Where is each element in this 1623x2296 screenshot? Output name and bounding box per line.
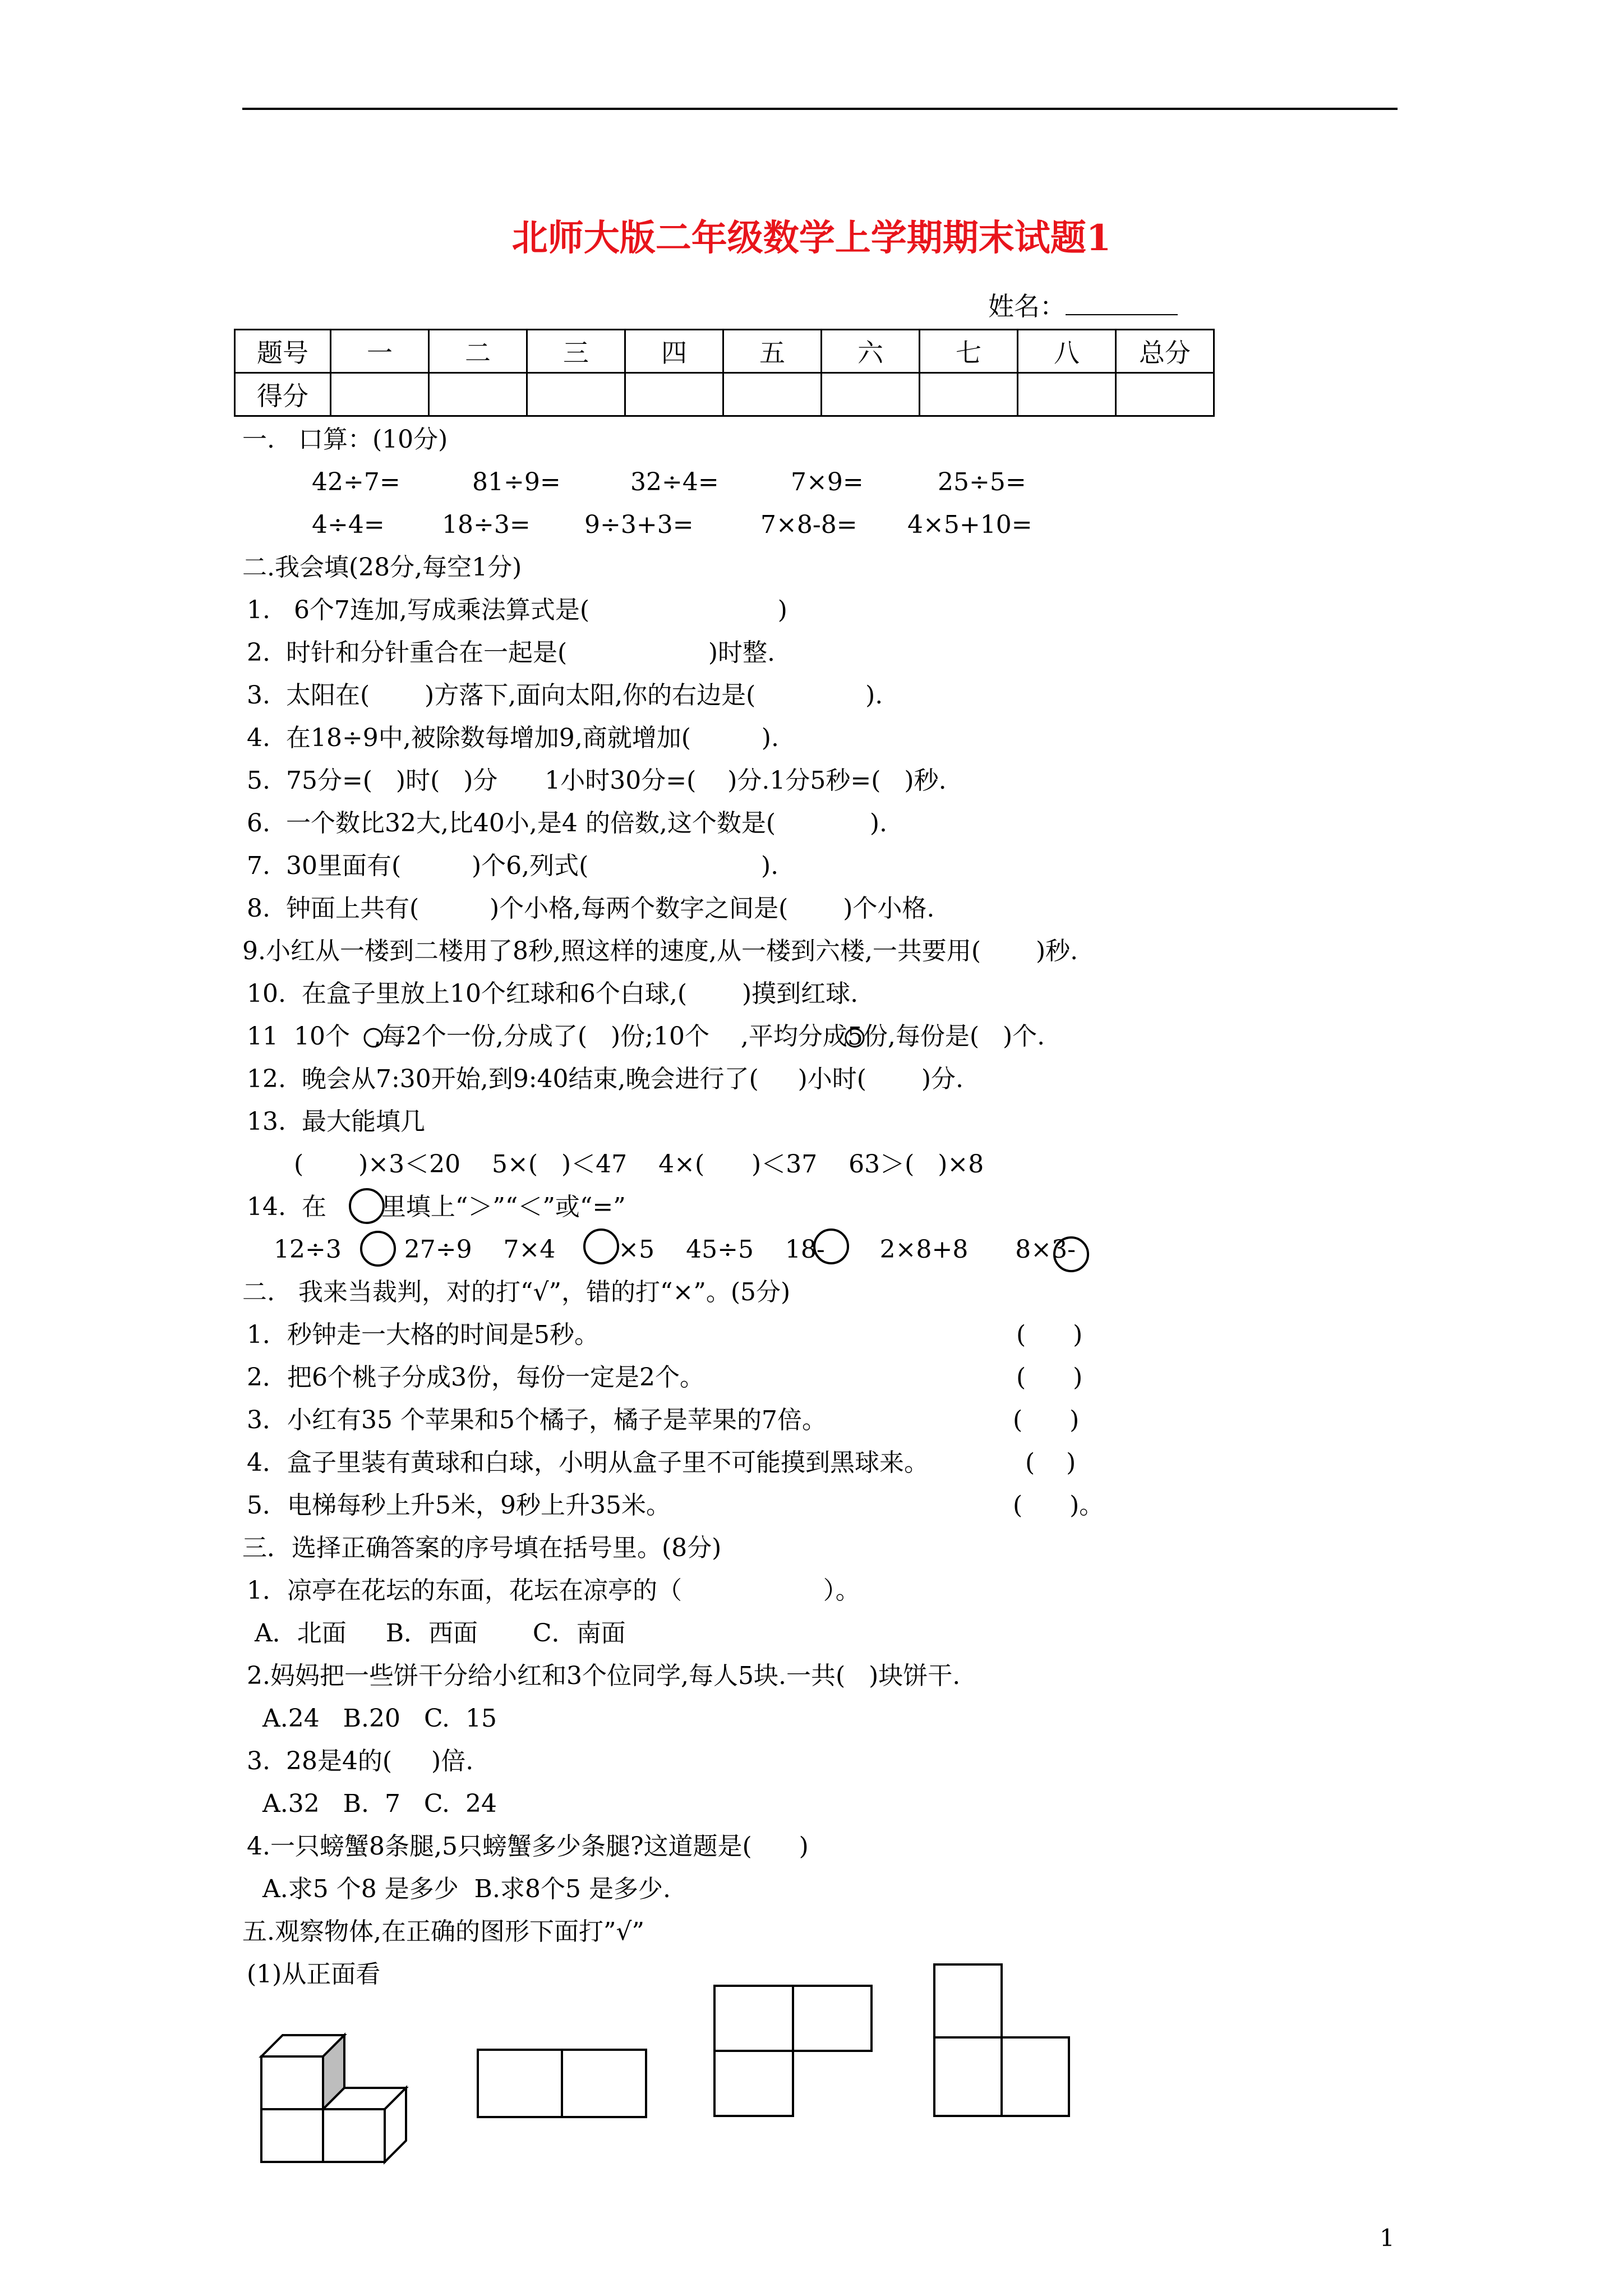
name-label: 姓名： xyxy=(988,291,1066,321)
fill-item: 11 10个 ,每2个一份,分成了( )份;10个 ,平均分成5份,每份是( )个. xyxy=(247,1022,1045,1051)
score-header-cell: 总分 xyxy=(1116,330,1214,373)
view-option-b[interactable] xyxy=(714,1986,872,2116)
fill-item: 2. 时针和分针重合在一起是( )时整. xyxy=(247,638,776,667)
fill-item: 10. 在盒子里放上10个红球和6个白球,( )摸到红球. xyxy=(247,979,859,1008)
choice-options: A.24 B.20 C. 15 xyxy=(247,1704,497,1733)
judge-mark[interactable]: ( ) xyxy=(1016,1320,1083,1349)
section2-heading: 二.我会填(28分,每空1分) xyxy=(242,553,522,582)
section1-heading: 一. 口算：(10分) xyxy=(242,425,448,454)
score-header-cell: 八 xyxy=(1018,330,1116,373)
judge-mark[interactable]: ( ) xyxy=(1025,1448,1076,1477)
choice-item: 3. 28是4的( )倍. xyxy=(247,1747,474,1775)
score-header-cell: 七 xyxy=(920,330,1018,373)
score-header-cell: 题号 xyxy=(235,330,331,373)
judge-item: 2．把6个桃子分成3份，每份一定是2个。 xyxy=(247,1363,704,1392)
calc-item: 7×9= xyxy=(791,468,864,496)
judge-mark[interactable]: ( ) xyxy=(1013,1406,1080,1434)
fill-item: 1. 6个7连加,写成乘法算式是( ) xyxy=(247,596,787,624)
score-header-cell: 二 xyxy=(429,330,527,373)
fill-item: 5. 75分=( )时( )分 1小时30分=( )分.1分5秒=( )秒. xyxy=(247,766,947,795)
fill-item: 12. 晚会从7:30开始,到9:40结束,晚会进行了( )小时( )分. xyxy=(247,1065,964,1093)
score-header-cell: 一 xyxy=(331,330,429,373)
section5-subheading: (1)从正面看 xyxy=(247,1960,381,1989)
judge-mark[interactable]: ( )。 xyxy=(1013,1491,1104,1520)
fill-item: 7. 30里面有( )个6,列式( ). xyxy=(247,852,779,880)
judge-item: 3．小红有35 个苹果和5个橘子，橘子是苹果的7倍。 xyxy=(247,1406,827,1434)
fill-item: ( )×3＜20 5×( )＜47 4×( )＜37 63＞( )×8 xyxy=(294,1150,984,1179)
section4-heading: 三．选择正确答案的序号填在括号里。(8分) xyxy=(242,1534,722,1562)
fill-item: 14. 在 里填上“＞”“＜”或“=” xyxy=(247,1193,626,1221)
calc-item: 4÷4= xyxy=(312,510,385,539)
calc-item: 4×5+10= xyxy=(907,510,1032,539)
judge-item: 5．电梯每秒上升5米，9秒上升35米。 xyxy=(247,1491,671,1520)
section5-heading: 五.观察物体,在正确的图形下面打”√” xyxy=(242,1917,644,1946)
fill-item: 13. 最大能填几 xyxy=(247,1107,425,1136)
choice-item: 4.一只螃蟹8条腿,5只螃蟹多少条腿?这道题是( ) xyxy=(247,1832,809,1861)
section3-heading: 二. 我来当裁判，对的打“√”，错的打“×”。(5分) xyxy=(242,1278,791,1306)
judge-item: 1．秒钟走一大格的时间是5秒。 xyxy=(247,1320,599,1349)
fill-item: 3. 太阳在( )方落下,面向太阳,你的右边是( ). xyxy=(247,681,883,710)
choice-options: A．北面 B．西面 C．南面 xyxy=(247,1619,626,1648)
score-header-cell: 三 xyxy=(527,330,625,373)
calc-item: 18÷3= xyxy=(442,510,531,539)
page-number: 1 xyxy=(1380,2224,1395,2252)
score-header-cell: 四 xyxy=(625,330,723,373)
choice-item: 1．凉亭在花坛的东面，花坛在凉亭的（ ）。 xyxy=(247,1576,860,1605)
choice-options: A.32 B. 7 C. 24 xyxy=(247,1789,497,1818)
calc-item: 81÷9= xyxy=(472,468,561,496)
score-header-cell: 六 xyxy=(822,330,920,373)
fill-item: 4. 在18÷9中,被除数每增加9,商就增加( ). xyxy=(247,724,779,752)
calc-item: 9÷3+3= xyxy=(584,510,694,539)
judge-item: 4．盒子里装有黄球和白球，小明从盒子里不可能摸到黑球来。 xyxy=(247,1448,929,1477)
calc-item: 42÷7= xyxy=(312,468,400,496)
fill-item: 6. 一个数比32大,比40小,是4 的倍数,这个数是( ). xyxy=(247,809,888,838)
score-header-cell: 五 xyxy=(723,330,822,373)
calc-item: 7×8-8= xyxy=(760,510,857,539)
fill-item: 12÷3 27÷9 7×4 ×5 45÷5 18- 2×8+8 8×3- xyxy=(274,1235,1076,1264)
choice-options: A.求5 个8 是多少 B.求8个5 是多少. xyxy=(247,1875,671,1903)
choice-item: 2.妈妈把一些饼干分给小红和3个位同学,每人5块.一共( )块饼干. xyxy=(247,1662,961,1690)
score-row-label: 得分 xyxy=(235,373,331,416)
calc-item: 25÷5= xyxy=(938,468,1026,496)
view-option-c[interactable] xyxy=(934,1964,1069,2116)
cube-stack-figure xyxy=(261,2035,406,2162)
view-option-a[interactable] xyxy=(478,2050,646,2117)
judge-mark[interactable]: ( ) xyxy=(1016,1363,1083,1392)
fill-item: 9.小红从一楼到二楼用了8秒,照这样的速度,从一楼到六楼,一共要用( )秒. xyxy=(242,937,1078,965)
fill-item: 8. 钟面上共有( )个小格,每两个数字之间是( )个小格. xyxy=(247,894,935,923)
calc-item: 32÷4= xyxy=(630,468,719,496)
page-title: 北师大版二年级数学上学期期末试题1 xyxy=(511,217,1112,259)
